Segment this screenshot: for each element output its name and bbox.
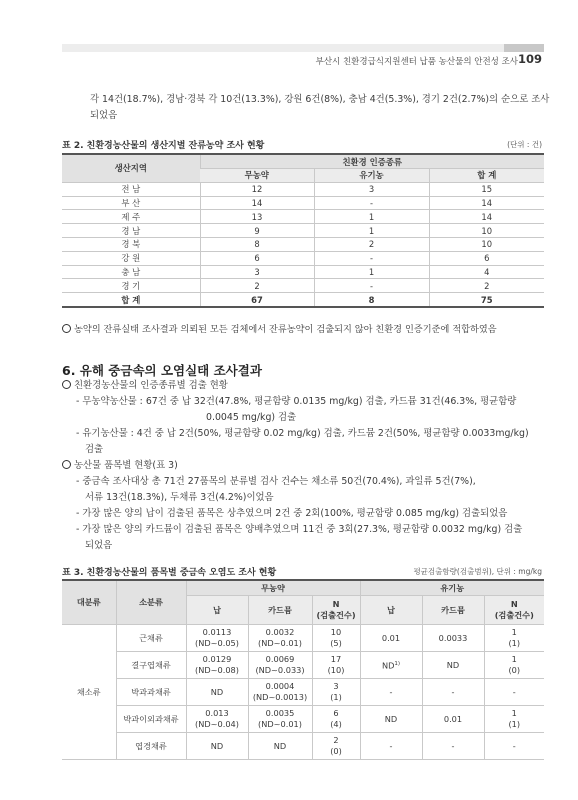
header-minor: 소분류 [116,580,186,625]
cell-value: 10 [429,224,544,238]
body-line: - 가장 많은 양의 납이 검출된 품목은 상추였으며 2건 중 2회(100%, 평균함량 0.085 mg/kg) 검출되었음 [76,508,508,519]
header-n-detail: (검출건수) [494,610,534,620]
table-row [62,251,544,265]
cell-region: 경 기 [62,279,200,293]
table2-caption: 표 2. 친환경농산물의 생산지별 잔류농약 조사 현황 [62,141,265,151]
cell-value: 2 [314,237,429,251]
cell-value: 1 [314,210,429,224]
cell-cadmium: - [422,679,484,706]
value: 2 [333,735,339,745]
cell-lead [186,625,248,652]
detected: (0) [508,665,521,675]
detected: (1) [330,692,342,702]
cell-count: - [484,733,544,760]
cell-cadmium [248,652,312,679]
cell-value: - [314,196,429,210]
cell-count [312,733,360,760]
cell-lead: ND [186,733,248,760]
detected: (10) [327,665,345,675]
table-total-row [62,293,544,307]
cell-lead [360,652,422,679]
header-pesticide-free: 무농약 [200,169,314,183]
cell-lead [186,706,248,733]
header-lead: 납 [186,596,248,625]
cell-lead: 0.01 [360,625,422,652]
cell-value: 1 [314,265,429,279]
header-n-detail: (검출건수) [316,610,356,620]
header-count [312,596,360,625]
section-title: 6. 유해 중금속의 오염실태 조사결과 [62,363,262,378]
body-line: - 유기농산물 : 4건 중 납 2건(50%, 평균함량 0.02 mg/kg) 검출, 카드뮴 2건(50%, 평균함량 0.0033mg/kg) [76,428,529,439]
page-number: 109 [517,52,542,66]
cell-cadmium: 0.0033 [422,625,484,652]
bullet-text: 농산물 품목별 현황(표 3) [74,460,178,471]
range: (ND~0.04) [195,719,239,729]
cell-cadmium [248,706,312,733]
detected: (5) [330,638,342,648]
section-body [62,378,552,554]
cell-total: 8 [314,293,429,307]
body-line: 0.0045 mg/kg) 검출 [206,412,297,423]
circle-bullet-icon [62,460,71,469]
header-region: 생산지역 [62,154,200,182]
header-count [484,596,544,625]
value: ND [381,660,395,671]
cell-category: 채소류 [62,625,116,760]
value: 0.0035 [265,708,295,718]
table-row [62,265,544,279]
table-row [62,679,544,706]
cell-lead: - [360,679,422,706]
circle-bullet-icon [62,380,71,389]
cell-total-label: 합 계 [62,293,200,307]
cell-value: 12 [200,182,314,196]
cell-lead: ND [360,706,422,733]
cell-value: 13 [200,210,314,224]
cell-count [312,679,360,706]
cell-value: 3 [314,182,429,196]
header-lead: 납 [360,596,422,625]
table-row [62,224,544,238]
cell-count [484,652,544,679]
header-total: 합 계 [429,169,544,183]
table-row [62,210,544,224]
range: (ND~0.0013) [252,692,308,702]
cell-count [484,706,544,733]
table-residue-by-region [62,153,544,308]
cell-cadmium: - [422,733,484,760]
intro-line: 되었음 [90,110,118,121]
header-major: 대분류 [62,580,116,625]
cell-value: 15 [429,182,544,196]
table2-unit: (단위 : 건) [507,140,542,149]
cell-value: 4 [429,265,544,279]
cell-item: 박과과채류 [116,679,186,706]
cell-cadmium: 0.01 [422,706,484,733]
cell-region: 경 남 [62,224,200,238]
cell-value: 14 [429,210,544,224]
value: 6 [333,708,339,718]
header-group-pesticide-free: 무농약 [186,580,360,596]
table-row [62,182,544,196]
range: (ND~0.01) [258,719,302,729]
cell-value: 6 [200,251,314,265]
cell-item: 결구엽채류 [116,652,186,679]
table-heavy-metal-by-item [62,579,544,760]
value: 0.0032 [265,627,295,637]
cell-item: 엽경채류 [116,733,186,760]
cell-region: 전 남 [62,182,200,196]
table3-caption: 표 3. 친환경농산물의 품목별 중금속 오염도 조사 현황 [62,568,277,578]
cell-region: 제 주 [62,210,200,224]
cell-value: 1 [314,224,429,238]
cell-lead: ND [186,679,248,706]
cell-value: 8 [200,237,314,251]
cell-count [312,652,360,679]
body-line: - 중금속 조사대상 총 71건 27품목의 분류별 검사 건수는 채소류 50건(70.4%), 과일류 5건(7%), [76,476,476,487]
detected: (1) [508,719,521,729]
range: (ND~0.05) [195,638,239,648]
range: (ND~0.033) [255,665,305,675]
header-organic: 유기농 [314,169,429,183]
body-line: 서류 13건(18.3%), 두채류 3건(4.2%)이었음 [85,492,274,503]
intro-line: 각 14건(18.7%), 경남·경북 각 10건(13.3%), 강원 6건(8%), 충남 4건(5.3%), 경기 2건(2.7%)의 순으로 조사 [90,94,550,105]
cell-cadmium [248,625,312,652]
header-rule-accent [504,44,544,52]
circle-bullet-icon [62,324,71,333]
cell-region: 강 원 [62,251,200,265]
table-row [62,279,544,293]
cell-lead: - [360,733,422,760]
cell-item: 박과이외과채류 [116,706,186,733]
body-line: - 무농약농산물 : 67건 중 납 32건(47.8%, 평균함량 0.0135 mg/kg) 검출, 카드뮴 31건(46.3%, 평균함량 [76,396,517,407]
value: 1 [511,654,517,664]
header-rule [62,44,518,52]
table-row [62,652,544,679]
header-cadmium: 카드뮴 [422,596,484,625]
value: 0.0069 [265,654,295,664]
table-row [62,706,544,733]
running-title: 부산시 친환경급식지원센터 납품 농산물의 안전성 조사 [315,57,518,67]
value: 0.013 [205,708,229,718]
value: 3 [333,681,339,691]
intro-paragraph [90,92,550,124]
cell-value: 14 [429,196,544,210]
body-line: 되었음 [85,540,113,551]
table-row [62,625,544,652]
cell-count [312,625,360,652]
cell-value: 9 [200,224,314,238]
cell-region: 부 산 [62,196,200,210]
note-text: 농약의 잔류실태 조사결과 의뢰된 모든 검체에서 잔류농약이 검출되지 않아 친환경 인증기준에 적합하였음 [74,324,497,335]
cell-cadmium [248,679,312,706]
cell-total: 67 [200,293,314,307]
header-n: N [510,599,518,609]
cell-value: 3 [200,265,314,279]
table-row [62,733,544,760]
detected: (4) [330,719,342,729]
value: 0.0004 [265,681,295,691]
header-group-organic: 유기농 [360,580,544,596]
cell-value: - [314,279,429,293]
value: 1 [511,627,517,637]
value: 17 [330,654,342,664]
cell-value: 2 [200,279,314,293]
cell-value: - [314,251,429,265]
table-row [62,196,544,210]
body-line: - 가장 많은 양의 카드뮴이 검출된 품목은 양배추였으며 11건 중 3회(27.3%, 평균함량 0.0032 mg/kg) 검출 [76,524,523,535]
bullet-item [62,458,552,474]
table3-unit: 평균검출함량(검출범위), 단위 : mg/kg [413,567,542,576]
cell-count [312,706,360,733]
value: 0.0113 [202,627,232,637]
cell-cadmium: ND [248,733,312,760]
cell-region: 충 남 [62,265,200,279]
cell-item: 근채류 [116,625,186,652]
table2-note [62,321,497,335]
value: 0.0129 [202,654,232,664]
footnote-marker: 1) [394,660,401,667]
bullet-item [62,378,552,394]
cell-lead [186,652,248,679]
detected: (0) [330,746,342,756]
header-cert-type: 친환경 인증종류 [200,154,544,169]
cell-value: 6 [429,251,544,265]
cell-count: - [484,679,544,706]
table-row [62,237,544,251]
detected: (1) [508,638,521,648]
body-line: 검출 [85,444,104,455]
cell-value: 14 [200,196,314,210]
header-cadmium: 카드뮴 [248,596,312,625]
header-n: N [332,599,340,609]
cell-value: 10 [429,237,544,251]
range: (ND~0.08) [195,665,239,675]
cell-region: 경 북 [62,237,200,251]
cell-cadmium: ND [422,652,484,679]
cell-count [484,625,544,652]
cell-total: 75 [429,293,544,307]
bullet-text: 친환경농산물의 인증종류별 검출 현황 [74,380,228,391]
value: 1 [511,708,517,718]
cell-value: 2 [429,279,544,293]
value: 10 [330,627,342,637]
range: (ND~0.01) [258,638,302,648]
